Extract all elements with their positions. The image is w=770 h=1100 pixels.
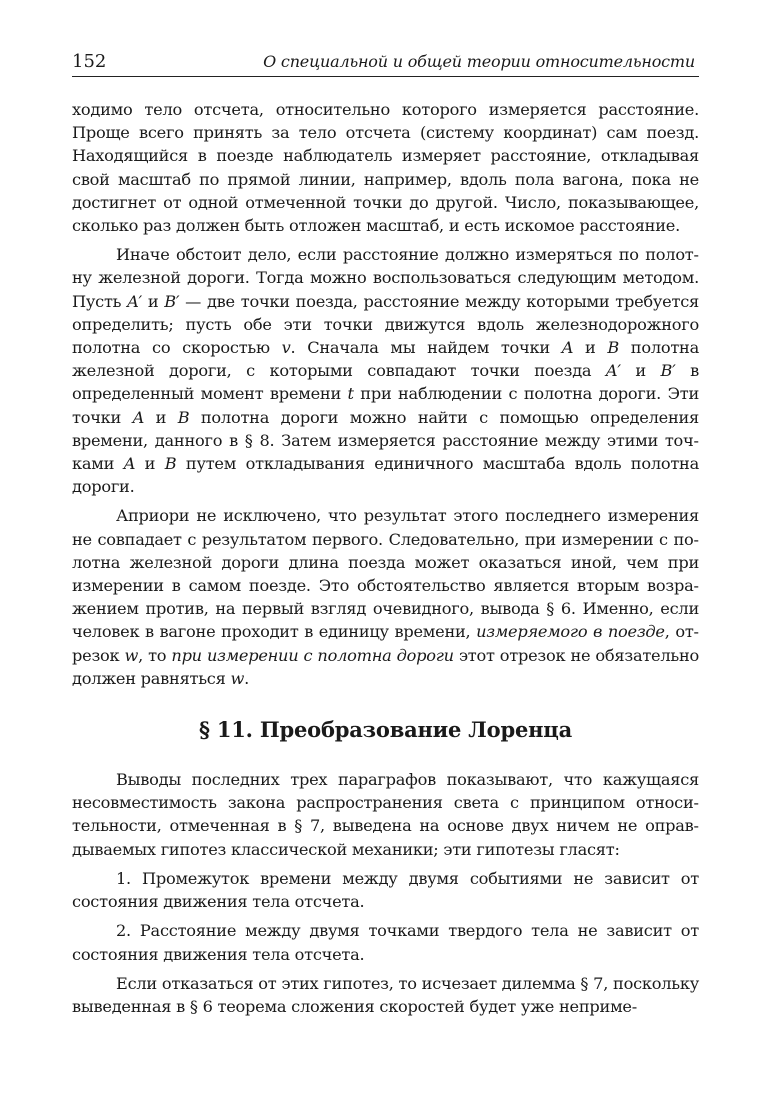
hypotheses-list	[72, 867, 699, 966]
body-text	[72, 98, 699, 1024]
math-symbol: t	[347, 384, 354, 404]
math-symbol: A	[123, 454, 136, 474]
math-symbol: B′	[164, 291, 180, 311]
math-symbol: A	[132, 407, 145, 427]
text-run: полотна дороги можно найти с помощью определения времени, данного в § 8. Затем измеряется расстояние между этими точками	[72, 407, 699, 474]
text-run: полотна железной дороги, с которыми совпадают точки поезда	[72, 338, 699, 381]
math-symbol: B	[177, 407, 190, 427]
text-run: и	[135, 454, 165, 474]
paragraph-dilemma	[72, 972, 699, 1018]
math-symbol: w	[124, 645, 139, 665]
section-heading: § 11. Преобразование Лоренца	[198, 717, 573, 743]
list-item: 1. Промежуток времени между двумя событиями не зависит от состояния движения тела отсчета.	[72, 868, 699, 912]
text-run: . Сначала мы найдем точки	[290, 338, 562, 358]
math-symbol: w	[230, 668, 245, 688]
text-run: и	[620, 361, 661, 381]
list-item: 2. Расстояние между двумя точками твердого тела не зависит от состояния движения тела отсчета.	[72, 921, 699, 964]
text-run: при наблюдении с полотна дороги. Эти точки	[72, 384, 699, 427]
emphasis: измеряемого в поезде	[476, 622, 665, 642]
text-run: — две точки поезда, расстояние между которыми требуется определить; пусть обе эти точки движутся вдоль железнодорожного полотна со скоростью	[72, 291, 699, 358]
paragraph-text: ходимо тело отсчета, относительно которого измеряется расстояние. Проще всего принять за тело отсчета (систему координат) сам поезд. Находящийся в поезде наблюдатель измеряет расстояние, откладывая свой масштаб по прямой линии, например, вдоль пола вагона, пока не достигнет от одной отмеченной точки до другой. Число, показывающее, сколько раз должен быть отложен масштаб, и есть искомое расстояние.	[72, 100, 699, 236]
math-symbol: A	[561, 338, 574, 358]
text-run: , отрезок	[72, 622, 700, 665]
paragraph-text: Если отказаться от этих гипотез, то исчезает дилемма § 7, поскольку выведенная в § 6 теорема сложения скоростей будет уже неприме-	[72, 973, 699, 1016]
text-run: в определенный момент времени	[72, 361, 699, 404]
emphasis: при измерении с полотна дороги	[171, 645, 454, 665]
text-run: и	[144, 407, 178, 427]
text-run: и	[573, 338, 608, 358]
math-symbol: A′	[127, 291, 142, 311]
text-run: Иначе обстоит дело, если расстояние должно измеряться по полотну железной дороги. Тогда можно воспользоваться следующим методом. Пусть	[72, 245, 699, 311]
math-symbol: B′	[660, 361, 676, 381]
text-run: , то	[138, 645, 172, 665]
text-run: этот отрезок не обязательно должен равняться	[72, 645, 700, 688]
paragraph-railway-measurement	[72, 243, 699, 498]
math-symbol: v	[281, 338, 291, 358]
running-title: О специальной и общей теории относительности	[263, 52, 695, 71]
math-symbol: B	[164, 454, 177, 474]
text-run: Априори не исключено, что результат этого последнего измерения не совпадает с результатом первого. Следовательно, при измерении с полотна железной дороги длина поезда может оказаться иной, чем при измерении в самом поезде. Это обстоятельство является вторым возражением против, на первый взгляд очевидного, вывода § 6. Именно, если человек в вагоне проходит в единицу времени,	[72, 506, 699, 642]
page-number: 152	[72, 51, 107, 72]
text-run: и	[141, 291, 165, 311]
text-run: путем откладывания единичного масштаба вдоль полотна дороги.	[72, 454, 699, 497]
continued-paragraph	[72, 98, 699, 237]
math-symbol: B	[607, 338, 619, 358]
running-header	[72, 50, 699, 77]
text-run: .	[244, 668, 249, 688]
paragraph-a-priori	[72, 504, 699, 690]
math-symbol: A′	[605, 361, 621, 381]
paragraph-text: Выводы последних трех параграфов показывают, что кажущаяся несовместимость закона распространения света с принципом относительности, отмеченная в § 7, выведена на основе двух ничем не оправдываемых гипотез классической механики; эти гипотезы гласят:	[72, 770, 699, 859]
paragraph-conclusions	[72, 768, 699, 861]
